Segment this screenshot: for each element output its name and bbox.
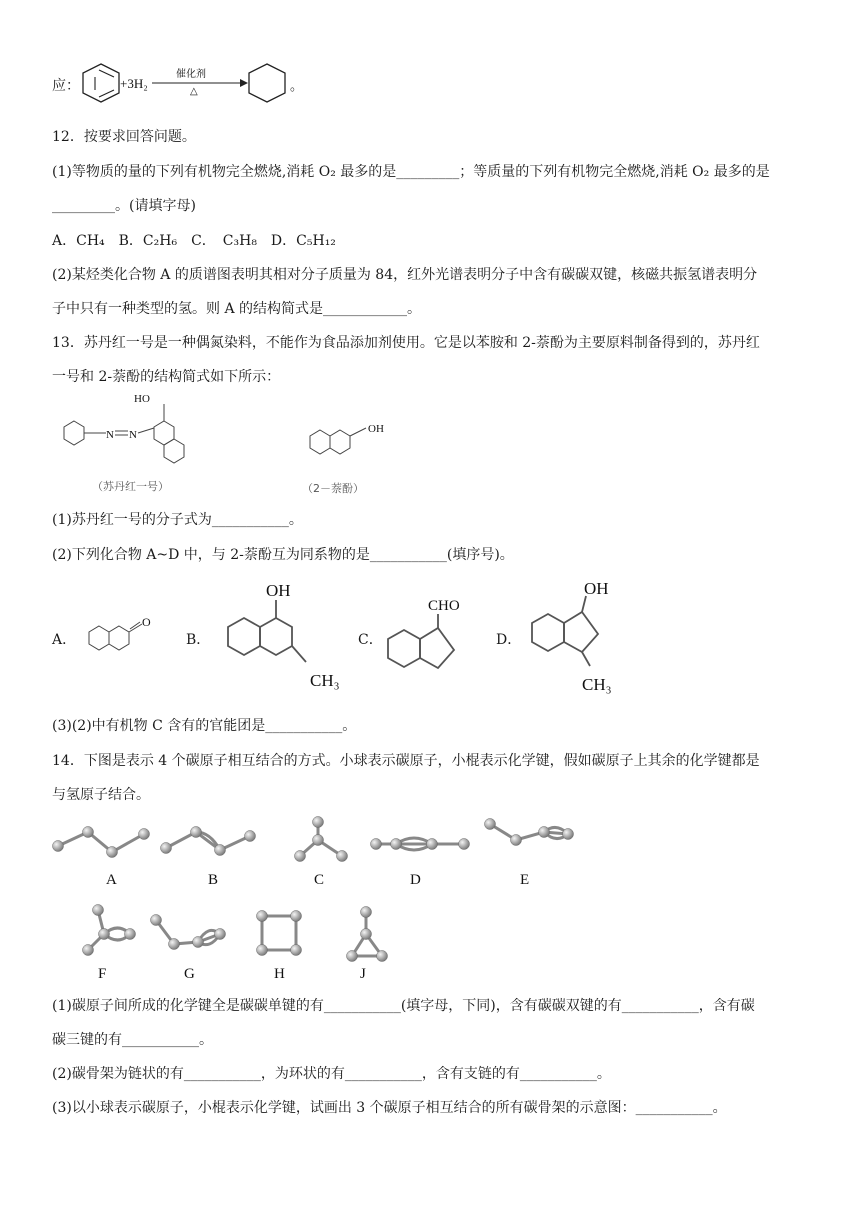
reaction-suffix: 。 (290, 78, 304, 93)
q14-title-2: 与氢原子结合。 (52, 787, 150, 803)
option-a-label: A． (52, 632, 77, 648)
heat-symbol: △ (190, 86, 198, 97)
q13-title-2: 一号和 2-萘酚的结构简式如下所示： (52, 369, 281, 385)
model-a (58, 832, 144, 852)
model-label-c: C (314, 872, 325, 888)
hydrogen-reagent: +3H₂ (120, 76, 148, 91)
option-a-structure (82, 608, 172, 666)
model-label-h: H (274, 966, 285, 982)
naphthol-caption: （2－萘酚） (302, 482, 364, 495)
model-label-b: B (208, 872, 219, 888)
option-b-ch3: CH₃ (310, 671, 340, 690)
azo-n2: N (129, 429, 137, 441)
model-b (166, 832, 250, 850)
model-h (262, 916, 296, 950)
option-b-structure (214, 576, 364, 694)
model-c-atoms (295, 817, 348, 862)
q12-part1-a: (1)等物质的量的下列有机物完全燃烧,消耗 O₂ 最多的是_________；等质量的下列有机物完全燃烧,消耗 O₂ 最多的是 (52, 164, 770, 180)
model-f (88, 910, 130, 950)
model-label-j: J (360, 966, 366, 982)
reaction-prefix: 应： (52, 78, 80, 94)
model-label-e: E (520, 872, 530, 888)
naphthol-structure (300, 412, 410, 500)
reaction-line (52, 76, 80, 96)
model-g (156, 920, 220, 945)
model-j-atoms (347, 907, 388, 962)
q14-part1-b: 碳三键的有___________。 (52, 1032, 213, 1048)
q12-part1-b: _________。(请填字母) (52, 198, 196, 214)
naphthol-oh: OH (368, 423, 384, 435)
sudan-caption: （苏丹红一号） (92, 480, 169, 493)
model-label-g: G (184, 966, 195, 982)
q14-part2: (2)碳骨架为链状的有___________，为环状的有___________，含有支链的有___________。 (52, 1066, 611, 1082)
q13-part2: (2)下列化合物 A~D 中，与 2-萘酚互为同系物的是___________(填序号)。 (52, 547, 514, 563)
q13-part1: (1)苏丹红一号的分子式为___________。 (52, 512, 303, 528)
q14-part1-a: (1)碳原子间所成的化学键全是碳碳单键的有___________(填字母，下同)，含有碳碳双键的有___________，含有碳 (52, 998, 755, 1014)
q13-part3: (3)(2)中有机物 C 含有的官能团是___________。 (52, 718, 357, 734)
ball-stick-models (40, 810, 600, 986)
option-d-ch3: CH₃ (582, 675, 612, 694)
q12-title: 12．按要求回答问题。 (52, 129, 196, 145)
model-label-d: D (410, 872, 421, 888)
sudan-ho: HO (134, 393, 150, 405)
q12-options: A．CH₄ B．C₂H₆ C． C₃H₈ D．C₅H₁₂ (52, 233, 336, 249)
q14-part3: (3)以小球表示碳原子，小棍表示化学键，试画出 3 个碳原子相互结合的所有碳骨架的示意图：___________。 (52, 1100, 727, 1116)
option-d-oh: OH (584, 579, 609, 598)
option-b-oh: OH (266, 581, 291, 600)
model-label-a: A (106, 872, 117, 888)
model-label-f: F (98, 966, 107, 982)
option-d-structure (524, 574, 634, 694)
option-a-oxygen: O (142, 615, 151, 629)
q12-part2-a: (2)某烃类化合物 A 的质谱图表明其相对分子质量为 84，红外光谱表明分子中含有碳碳双键，核磁共振氢谱表明分 (52, 267, 758, 283)
option-c-label: C． (358, 632, 383, 648)
option-b-label: B． (186, 632, 211, 648)
benzene-hydrogenation-diagram (80, 62, 304, 108)
option-c-structure (382, 592, 492, 682)
sudan-red-structure (58, 388, 218, 500)
azo-n1: N (106, 429, 114, 441)
catalyst-label: 催化剂 (176, 69, 206, 80)
model-e (490, 824, 568, 840)
q12-part2-b: 子中只有一种类型的氢。则 A 的结构简式是____________。 (52, 301, 422, 317)
q14-title: 14．下图是表示 4 个碳原子相互结合的方式。小球表示碳原子，小棍表示化学键，假如碳原子上其余的化学键都是 (52, 753, 760, 769)
option-c-cho: CHO (428, 598, 460, 614)
option-d-label: D． (496, 632, 522, 648)
q13-title: 13．苏丹红一号是一种偶氮染料，不能作为食品添加剂使用。它是以苯胺和 2-萘酚为主要原料制备得到的，苏丹红 (52, 335, 760, 351)
model-d (376, 838, 464, 850)
